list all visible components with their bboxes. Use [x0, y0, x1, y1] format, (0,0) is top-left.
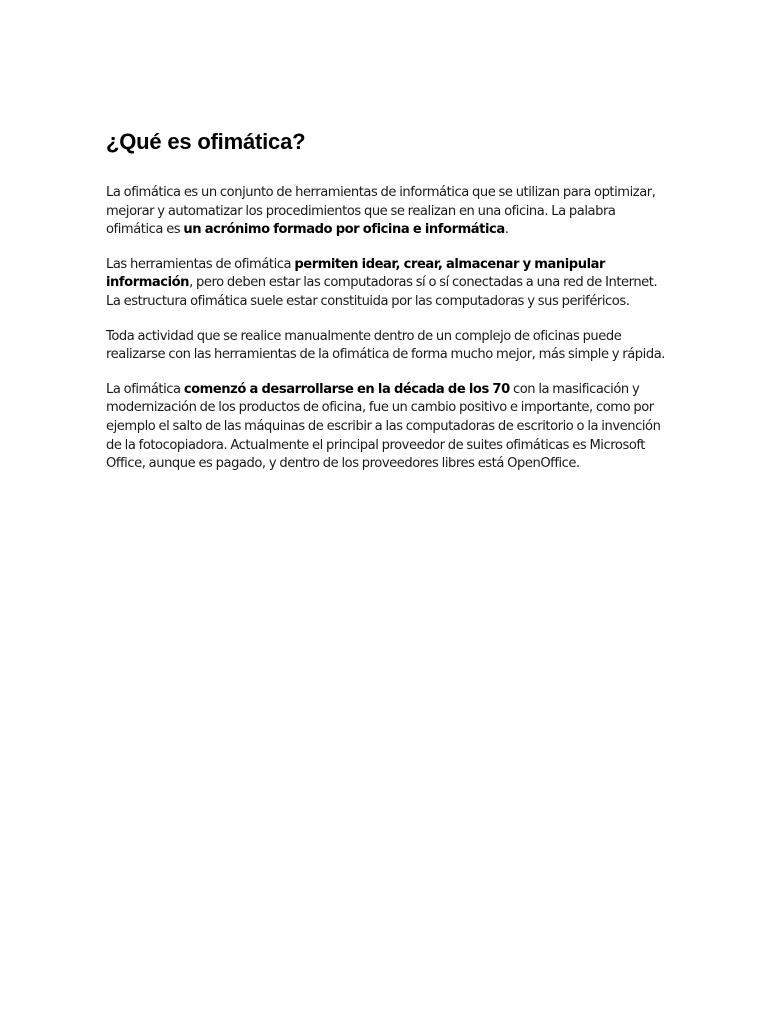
document-content	[106, 126, 666, 490]
paragraph-2-text-2: , pero deben estar las computadoras sí o sí conectadas a una red de Internet. La estructura ofimática suele estar constituida por las computadoras y sus periféricos.	[106, 275, 658, 309]
paragraph-1-text-1: La ofimática es un conjunto de herramientas de informática que se utilizan para optimizar, mejorar y automatizar los procedimientos que se realizan en una oficina. La palabra ofimática es	[106, 185, 656, 238]
paragraph-4-text-1: La ofimática	[106, 381, 184, 397]
document-title: ¿Qué es ofimática?	[106, 129, 306, 154]
paragraph-4-bold-1: comenzó a desarrollarse en la década de los 70	[183, 381, 510, 397]
paragraph-1	[106, 184, 666, 240]
paragraph-2-bold-1: permiten idear, crear, almacenar y manipular información	[106, 256, 606, 291]
paragraph-1-text-2: .	[504, 222, 509, 238]
paragraph-3	[106, 328, 666, 365]
paragraph-3-text-1: Toda actividad que se realice manualmente dentro de un complejo de oficinas puede realizarse con las herramientas de la ofimática de forma mucho mejor, más simple y rápida.	[106, 328, 665, 363]
paragraph-1-bold-1: un acrónimo formado por oficina e informática	[183, 222, 505, 238]
paragraph-4	[106, 381, 666, 474]
paragraph-4-text-2: con la masificación y modernización de los productos de oficina, fue un cambio positivo e importante, como por ejemplo el salto de las máquinas de escribir a las computadoras de escritorio o la invención de la fotocopiadora. Actualmente el principal proveedor de suites ofimáticas es Microsoft Office, aunque es pagado, y dentro de los proveedores libres está OpenOffice.	[106, 381, 661, 472]
paragraph-2-text-1: Las herramientas de ofimática	[106, 256, 295, 272]
paragraph-2	[106, 256, 666, 312]
